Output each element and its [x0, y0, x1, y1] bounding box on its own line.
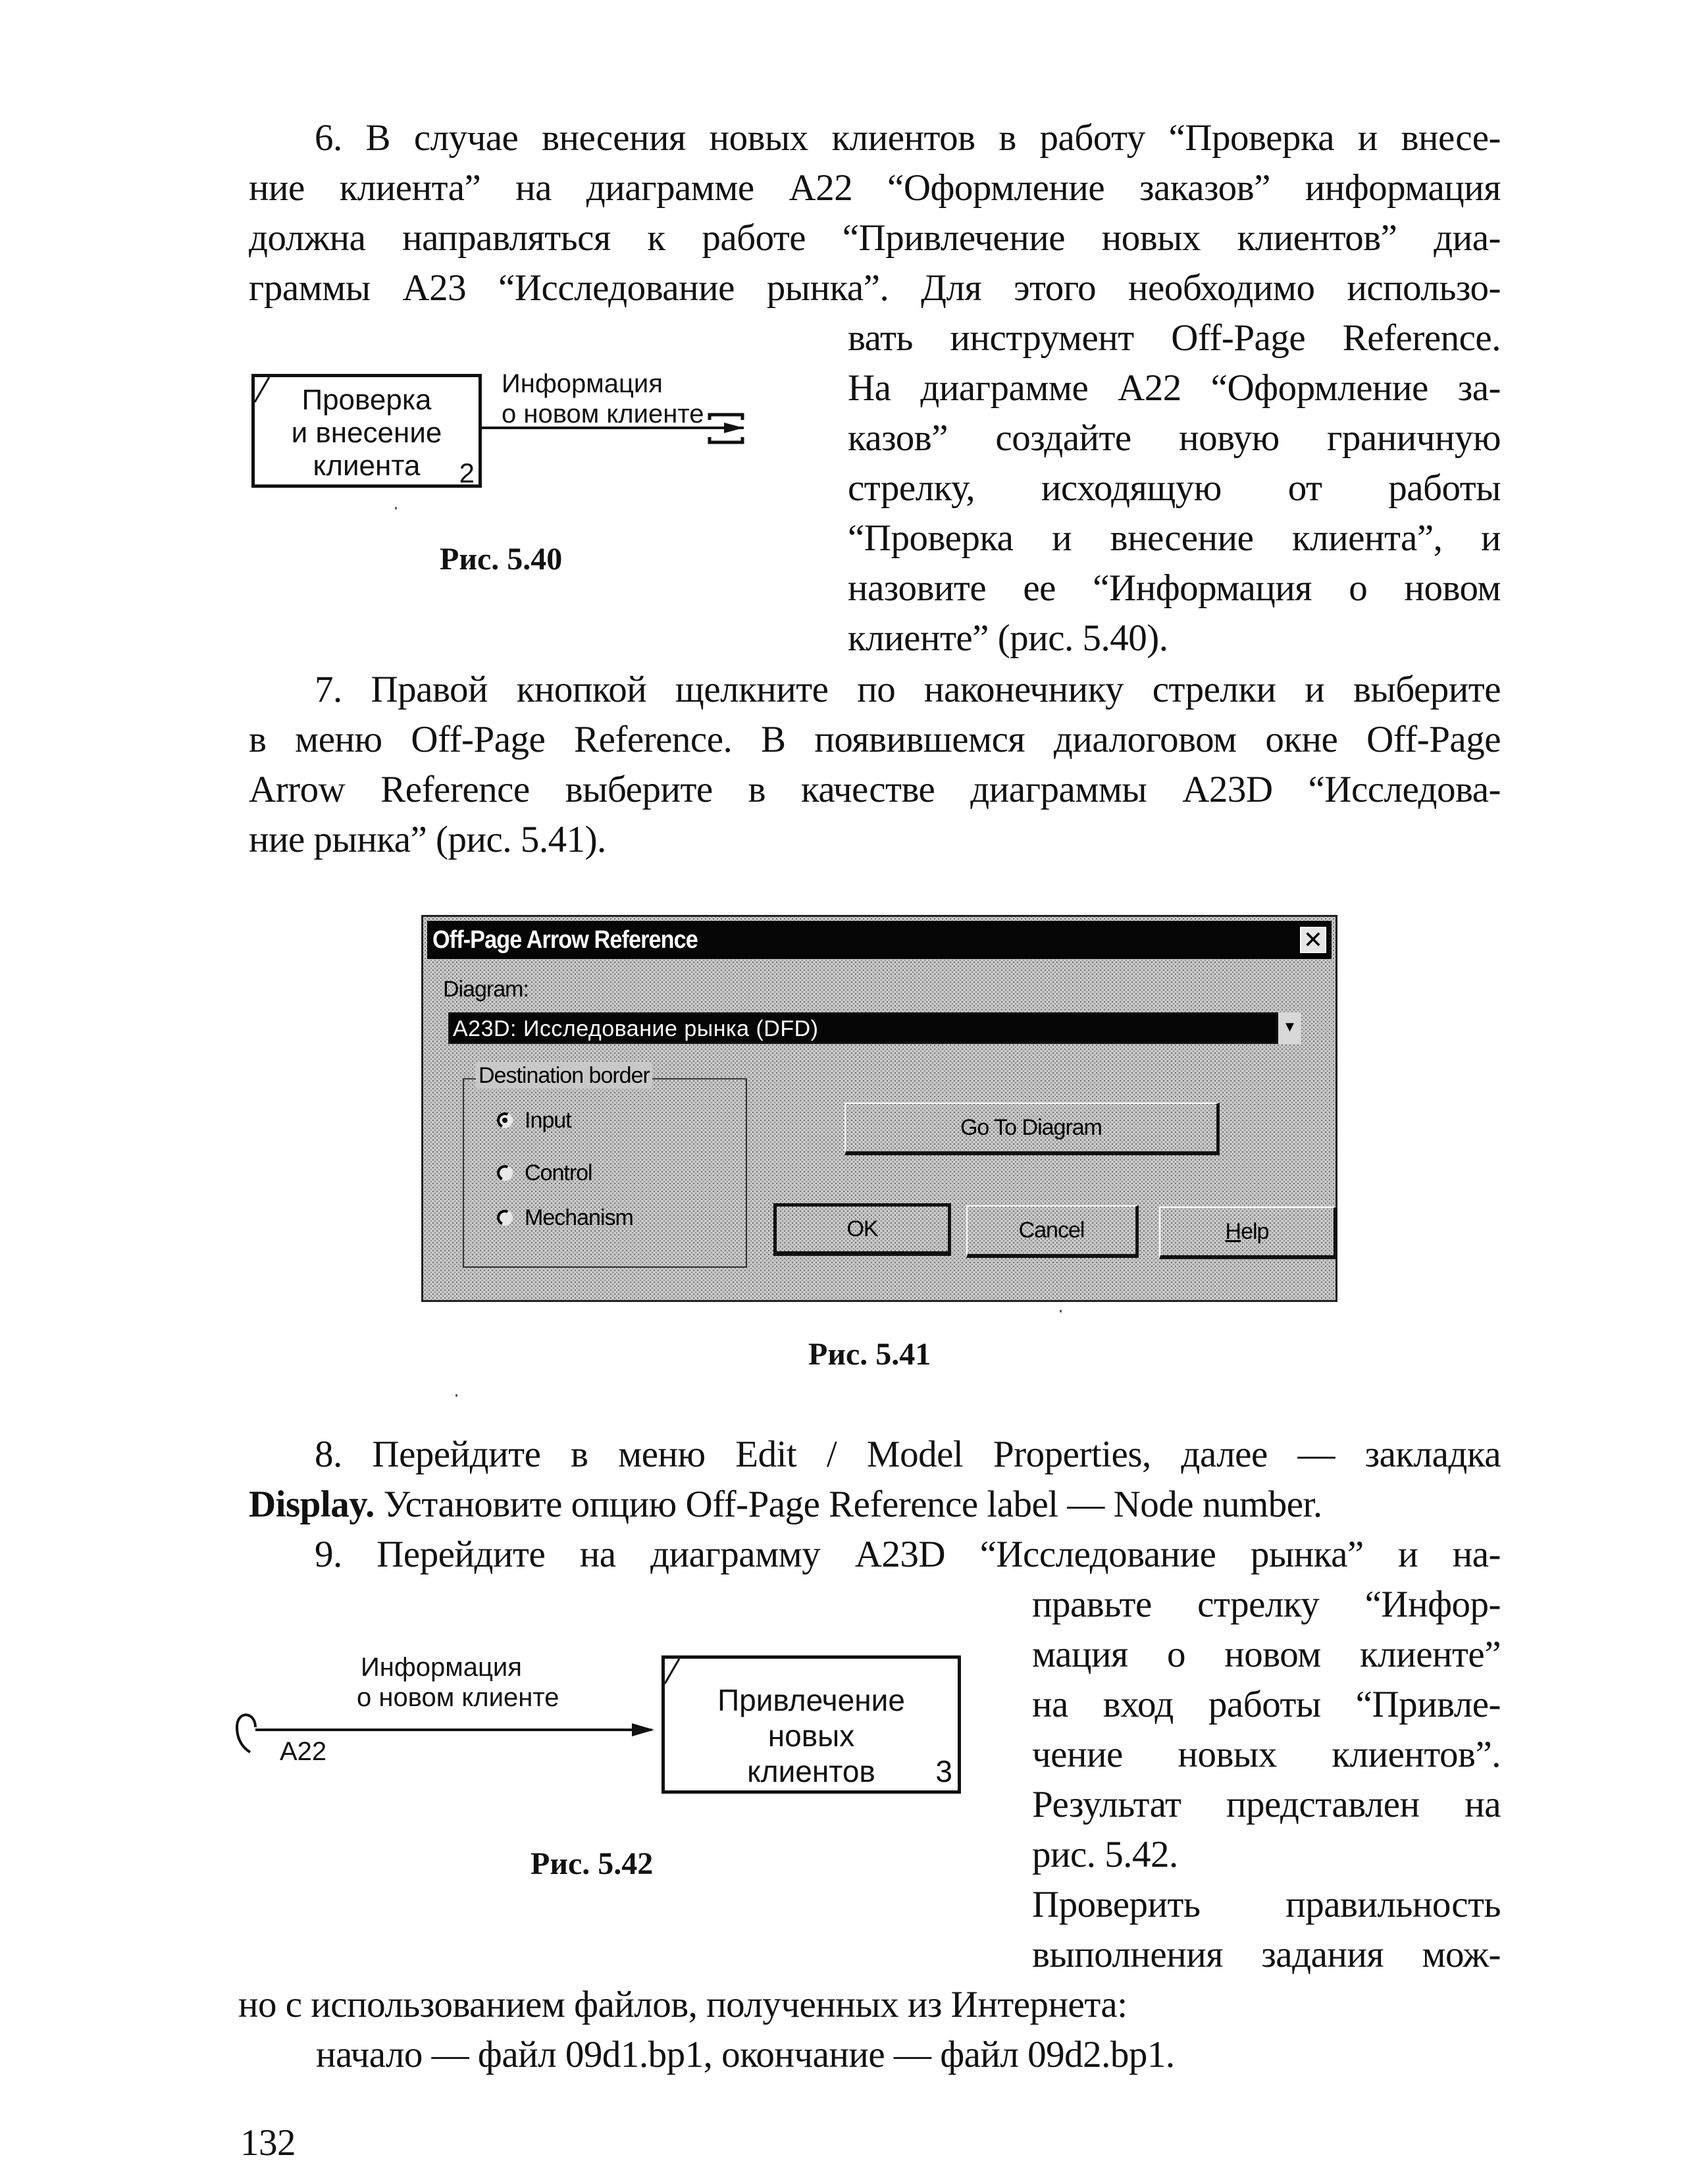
paragraph-6: [249, 113, 1501, 313]
text-line: Проверить правильность: [1032, 1884, 1501, 1925]
figure-caption: Рис. 5.41: [808, 1337, 931, 1372]
text-line: мация о новом клиенте”: [1032, 1634, 1501, 1675]
text-line: рис. 5.42.: [1032, 1834, 1178, 1875]
paragraph-9-wrap: [1032, 1580, 1501, 1980]
close-button[interactable]: [1300, 927, 1326, 953]
text-line: клиенте” (рис. 5.40).: [848, 617, 1168, 659]
bold-term: Display.: [249, 1484, 375, 1525]
radio-checked-icon[interactable]: [495, 1110, 515, 1131]
figure-caption: Рис. 5.40: [440, 542, 563, 577]
arrow-label-line: Информация: [502, 369, 663, 398]
go-to-diagram-button[interactable]: [844, 1103, 1220, 1155]
ok-button[interactable]: [773, 1203, 951, 1256]
text-line: “Проверка и внесение клиента”, и: [848, 517, 1501, 559]
dialog-title: Off-Page Arrow Reference: [432, 926, 698, 954]
arrow-label-line: о новом клиенте: [502, 400, 704, 429]
radio-control[interactable]: [497, 1158, 592, 1187]
paragraph-7: [249, 665, 1501, 865]
figure-caption: Рис. 5.42: [531, 1846, 654, 1881]
corner-tick-icon: [665, 1659, 685, 1685]
text-line: Display. Установите опцию Off-Page Reference label — Node number.: [249, 1484, 1322, 1525]
text-line: граммы А23 “Исследование рынка”. Для этого необходимо использо-: [249, 267, 1501, 309]
button-label: OK: [846, 1216, 878, 1241]
text-line: 9. Перейдите на диаграмму А23D “Исследование рынка” и на-: [315, 1534, 1501, 1575]
diagram-field-label: Diagram:: [443, 977, 529, 1002]
arrow-label-line: Информация: [361, 1653, 522, 1682]
arrow-label: [357, 1652, 559, 1713]
arrowhead-icon: [724, 423, 744, 433]
activity-label-line: Привлечение: [717, 1683, 905, 1717]
text-line: На диаграмме А22 “Оформление за-: [848, 367, 1501, 409]
radio-mechanism[interactable]: [497, 1203, 633, 1232]
paragraph-8: [249, 1430, 1501, 1530]
diagram-select[interactable]: [448, 1012, 1301, 1044]
text-line: 7. Правой кнопкой щелкните по наконечнику стрелки и выберите: [315, 669, 1501, 710]
dropdown-button[interactable]: [1276, 1012, 1301, 1044]
text-line: 8. Перейдите в меню Edit / Model Properties, далее — закладка: [315, 1434, 1501, 1475]
radio-label: Input: [525, 1108, 571, 1133]
text-line: но с использованием файлов, полученных из Интернета:: [238, 1984, 1128, 2025]
text-line: вать инструмент Off-Page Reference.: [848, 317, 1501, 359]
radio-input[interactable]: [497, 1106, 571, 1135]
paragraph-6-wrap: [848, 313, 1501, 663]
button-label: Help: [1225, 1219, 1269, 1244]
page-number: 132: [240, 2122, 296, 2164]
radio-unchecked-icon[interactable]: [495, 1163, 515, 1183]
boundary-arrow: [480, 408, 770, 448]
chevron-down-icon: ▼: [1282, 1018, 1297, 1035]
text-line: начало — файл 09d1.bp1, окончание — файл 09d2.bp1.: [316, 2034, 1175, 2075]
group-legend: Destination border: [476, 1062, 652, 1089]
text-line: казов” создайте новую граничную: [848, 417, 1501, 459]
text-line: 6. В случае внесения новых клиентов в работу “Проверка и внесе-: [315, 117, 1501, 159]
radio-label: Control: [525, 1160, 592, 1185]
text-line: выполнения задания мож-: [1032, 1934, 1501, 1975]
off-page-arrow-reference-dialog: [421, 915, 1337, 1302]
text-line: Результат представлен на: [1032, 1784, 1501, 1825]
activity-label-line: клиентов: [747, 1754, 875, 1788]
node-number: 2: [459, 457, 475, 488]
cancel-button[interactable]: [966, 1205, 1139, 1258]
activity-box-check-client: [251, 374, 482, 488]
radio-unchecked-icon[interactable]: [495, 1208, 515, 1228]
activity-label-line: Проверка: [301, 384, 432, 416]
text-line: стрелку, исходящую от работы: [848, 467, 1501, 509]
arrowhead-icon: [632, 1723, 654, 1736]
radio-label: Mechanism: [525, 1205, 633, 1230]
text-line: на вход работы “Привле-: [1032, 1684, 1501, 1725]
arrow-label-line: о новом клиенте: [357, 1683, 559, 1712]
button-label: Cancel: [1018, 1218, 1085, 1243]
text-line: ние рынка” (рис. 5.41).: [249, 819, 606, 860]
dialog-titlebar[interactable]: [427, 921, 1332, 959]
activity-label-line: клиента: [313, 450, 421, 482]
text-line: в меню Off-Page Reference. В появившемся диалоговом окне Off-Page: [249, 719, 1501, 760]
button-label: Go To Diagram: [960, 1115, 1102, 1140]
close-icon: ✕: [1303, 926, 1324, 953]
reference-label: A22: [280, 1737, 327, 1766]
destination-border-group: [463, 1063, 747, 1268]
text-line: правьте стрелку “Инфор-: [1032, 1584, 1501, 1625]
text-line: ние клиента” на диаграмме А22 “Оформление заказов” информация: [249, 167, 1501, 209]
activity-label-line: и внесение: [291, 417, 442, 449]
help-button[interactable]: [1159, 1207, 1337, 1259]
text-line: назовите ее “Информация о новом: [848, 567, 1501, 609]
paragraph-9: [249, 1530, 1501, 1580]
activity-label-line: новых: [767, 1719, 855, 1753]
text-line: чение новых клиентов”.: [1032, 1734, 1501, 1775]
diagram-select-value: A23D: Исследование рынка (DFD): [453, 1016, 819, 1041]
paragraph-9-tail: [238, 1980, 1501, 2080]
node-number: 3: [935, 1754, 952, 1788]
text-line: Arrow Reference выберите в качестве диаграммы А23D “Исследова-: [249, 769, 1501, 810]
offpage-squiggle-icon: [237, 1715, 255, 1752]
activity-box-attract-clients: [661, 1655, 961, 1794]
text-line: должна направляться к работе “Привлечение новых клиентов” диа-: [249, 217, 1501, 259]
